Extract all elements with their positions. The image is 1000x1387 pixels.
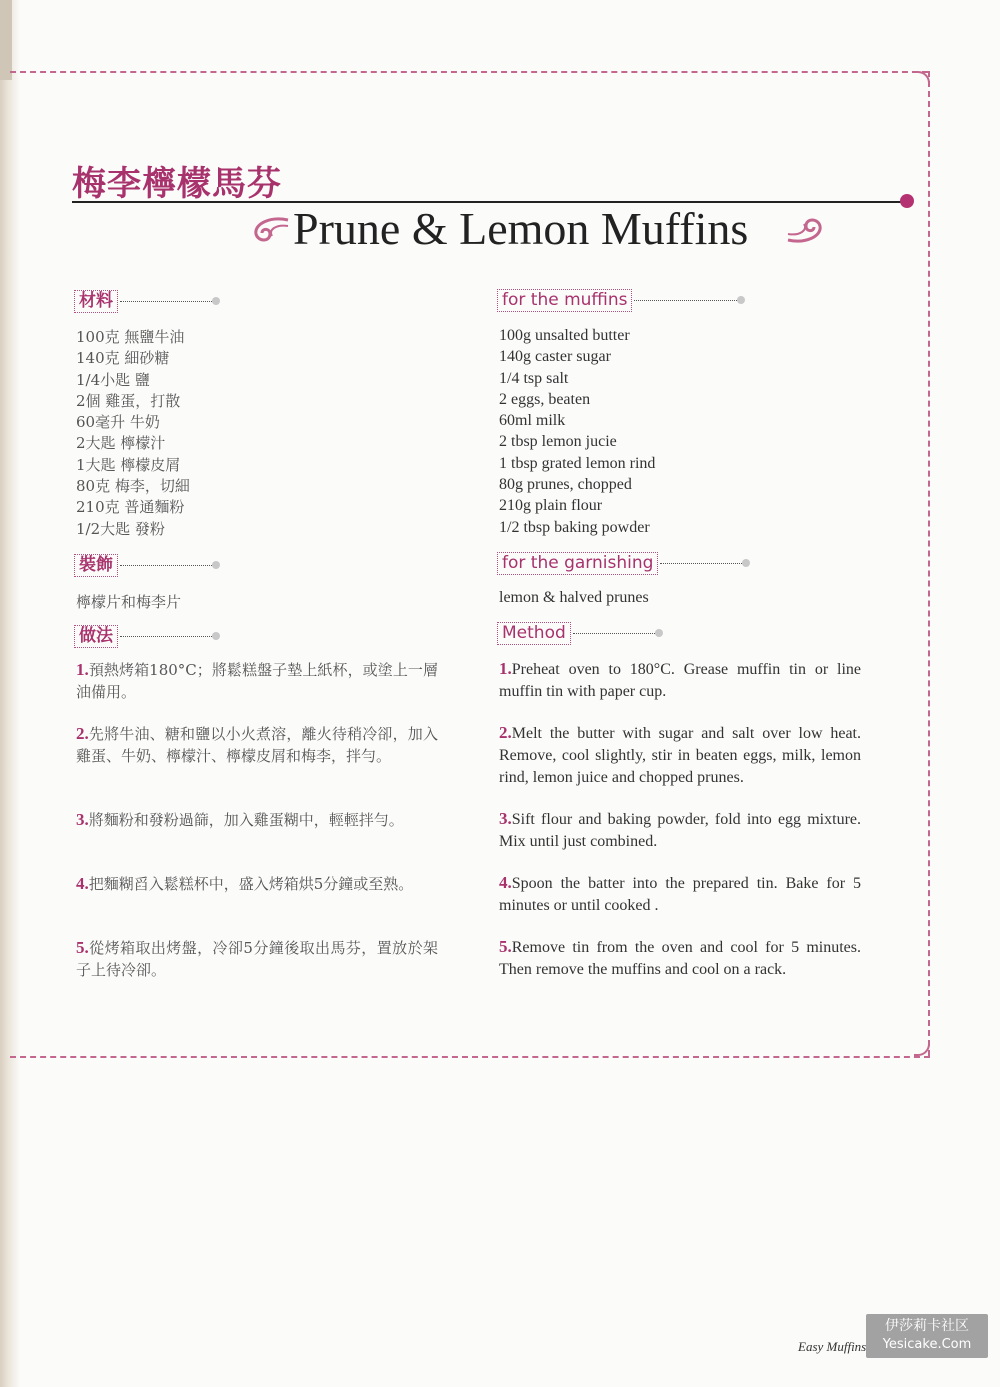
list-item: 1/2 tbsp baking powder xyxy=(499,518,650,536)
title-rule-dot xyxy=(900,194,914,208)
list-item: 210g plain flour xyxy=(499,497,603,515)
dotted-leader xyxy=(660,563,742,564)
leader-dot xyxy=(655,629,663,637)
section-label: for the muffins xyxy=(497,289,632,312)
list-item: 1/4 tsp salt xyxy=(499,369,569,387)
step-number: 1. xyxy=(499,659,512,678)
step-text: Preheat oven to 180°C. Grease muffin tin or line muffin tin with paper cup. xyxy=(499,661,861,700)
flourish-left-icon xyxy=(248,214,290,246)
step-text: 預熱烤箱180°C；將鬆糕盤子墊上紙杯，或塗上一層油備用。 xyxy=(76,661,438,701)
step-number: 5. xyxy=(76,938,89,957)
flourish-right-icon xyxy=(786,214,828,246)
frame-border-right xyxy=(928,71,930,1056)
method-step xyxy=(76,659,438,703)
leader-dot xyxy=(737,296,745,304)
method-step xyxy=(499,722,861,789)
ingredients-header-en xyxy=(497,288,745,312)
step-text: 先將牛油、糖和鹽以小火煮溶，離火待稍冷卻，加入雞蛋、牛奶、檸檬汁、檸檬皮屑和梅李，拌勻。 xyxy=(76,725,438,765)
section-label: 裝飾 xyxy=(74,554,118,577)
ingredient-list-zh xyxy=(76,327,190,540)
book-spine-shadow xyxy=(0,0,20,1387)
step-number: 4. xyxy=(499,873,512,892)
list-item: 2 eggs, beaten xyxy=(499,390,591,408)
step-number: 3. xyxy=(76,810,89,829)
dotted-leader xyxy=(120,565,212,566)
recipe-title-zh: 梅李檸檬馬芬 xyxy=(72,164,282,204)
step-text: 從烤箱取出烤盤，冷卻5分鐘後取出馬芬，置放於架子上待冷卻。 xyxy=(76,939,438,979)
list-item: 80g prunes, chopped xyxy=(499,476,632,494)
section-label: for the garnishing xyxy=(497,552,658,575)
list-item: 80克 梅李，切細 xyxy=(76,477,190,496)
method-step xyxy=(499,658,861,703)
ingredient-list-en xyxy=(499,325,655,538)
book-title-footer: Easy Muffins xyxy=(798,1339,867,1354)
list-item: 140克 細砂糖 xyxy=(76,349,170,368)
method-step xyxy=(76,809,438,831)
section-label: 做法 xyxy=(74,625,118,648)
garnish-text-zh: 檸檬片和梅李片 xyxy=(76,593,182,611)
frame-border-top xyxy=(10,71,928,73)
method-step xyxy=(76,723,438,767)
dotted-leader xyxy=(120,301,212,302)
watermark-line: 伊莎莉卡社区 xyxy=(885,1318,969,1334)
method-step xyxy=(76,873,438,895)
method-header-en xyxy=(497,621,663,645)
list-item: 100g unsalted butter xyxy=(499,327,630,344)
method-step xyxy=(76,937,438,981)
recipe-title-en: Prune & Lemon Muffins xyxy=(293,203,749,254)
step-number: 3. xyxy=(499,809,512,828)
list-item: 2 tbsp lemon jucie xyxy=(499,433,617,451)
list-item: 2大匙 檸檬汁 xyxy=(76,434,166,453)
list-item: 1/4小匙 鹽 xyxy=(76,370,150,389)
garnish-header-zh xyxy=(74,553,220,577)
dotted-leader xyxy=(634,300,737,301)
step-text: Melt the butter with sugar and salt over low heat. Remove, cool slightly, stir in beaten eggs, milk, lemon rind, lemon juice and chopped prunes. xyxy=(499,725,861,786)
leader-dot xyxy=(212,297,220,305)
list-item: 1/2大匙 發粉 xyxy=(76,519,165,538)
leader-dot xyxy=(212,561,220,569)
leader-dot xyxy=(742,559,750,567)
section-label: 材料 xyxy=(74,290,118,313)
step-text: Remove tin from the oven and cool for 5 minutes. Then remove the muffins and cool on a rack. xyxy=(499,939,861,978)
leader-dot xyxy=(212,632,220,640)
book-spine-edge xyxy=(0,0,12,80)
step-number: 4. xyxy=(76,874,89,893)
method-header-zh xyxy=(74,624,220,648)
section-label: Method xyxy=(497,622,571,645)
step-text: 把麵糊舀入鬆糕杯中，盛入烤箱烘5分鐘或至熟。 xyxy=(88,875,414,893)
list-item: 60毫升 牛奶 xyxy=(76,413,160,432)
list-item: 140g caster sugar xyxy=(499,348,611,366)
method-step xyxy=(499,808,861,853)
method-step xyxy=(499,872,861,917)
list-item: 100克 無鹽牛油 xyxy=(76,328,185,346)
site-watermark xyxy=(866,1314,988,1358)
step-number: 1. xyxy=(76,660,89,679)
list-item: 1 tbsp grated lemon rind xyxy=(499,454,656,472)
step-number: 2. xyxy=(76,724,89,743)
step-text: Spoon the batter into the prepared tin. Bake for 5 minutes or until cooked . xyxy=(499,875,861,914)
garnish-header-en xyxy=(497,551,750,575)
list-item: 2個 雞蛋，打散 xyxy=(76,391,181,410)
step-number: 2. xyxy=(499,723,512,742)
step-text: Sift flour and baking powder, fold into egg mixture. Mix until just combined. xyxy=(499,811,861,850)
garnish-text-en: lemon & halved prunes xyxy=(499,589,649,606)
list-item: 1大匙 檸檬皮屑 xyxy=(76,455,181,474)
step-number: 5. xyxy=(499,937,512,956)
watermark-line: Yesicake.Com xyxy=(882,1337,972,1352)
list-item: 210克 普通麵粉 xyxy=(76,498,185,517)
step-text: 將麵粉和發粉過篩，加入雞蛋糊中，輕輕拌勻。 xyxy=(88,811,404,829)
method-step xyxy=(499,936,861,981)
dotted-leader xyxy=(120,636,212,637)
dotted-leader xyxy=(573,633,655,634)
list-item: 60ml milk xyxy=(499,412,566,430)
ingredients-header-zh xyxy=(74,289,220,313)
frame-border-bottom xyxy=(10,1056,930,1058)
